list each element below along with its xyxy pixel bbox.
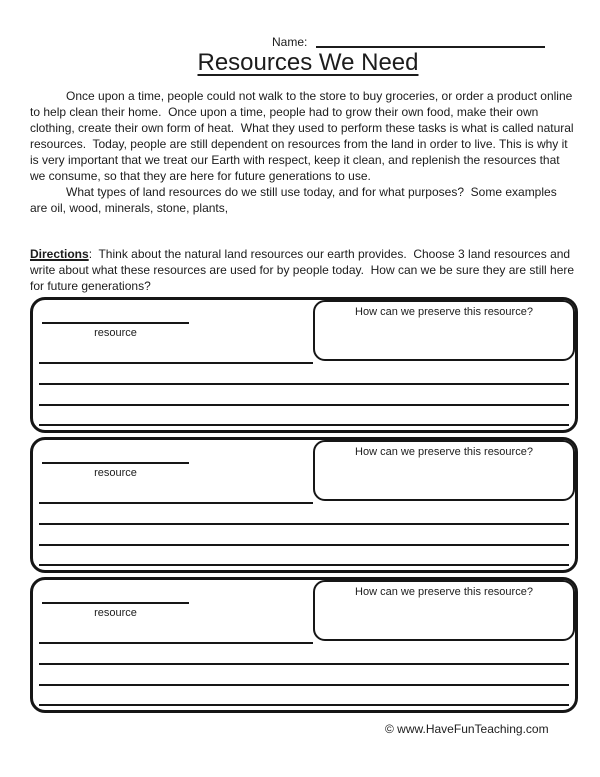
writing-line (39, 502, 313, 504)
writing-line (39, 704, 569, 706)
preserve-question-label: How can we preserve this resource? (355, 446, 533, 458)
directions-label: Directions (30, 247, 89, 261)
resource-box (30, 297, 578, 433)
directions-text: : Think about the natural land resources our earth provides. Choose 3 land resources and write about what these resources are used for by people today. How can we be sure they are still here for future generations? (30, 247, 578, 293)
writing-line (39, 404, 569, 406)
writing-line (39, 642, 313, 644)
name-blank-line (316, 46, 545, 48)
resource-blank-line (42, 462, 189, 464)
intro-paragraph: Once upon a time, people could not walk to the store to buy groceries, or order a product online to help clean their home. Once upon a time, people had to grow their own food, make their own clothing, create their own form of heat. What they used to perform these tasks is what is called natural resources. Today, people are still dependent on resources from the land in order to live. This is why it is very important that we treat our Earth with respect, keep it clean, and replenish the resources that we consume, so that they are here for future generations to use. (30, 89, 577, 183)
resource-blank-line (42, 322, 189, 324)
directions (30, 246, 576, 294)
page-title: Resources We Need (197, 49, 419, 76)
resource-label: resource (94, 607, 137, 619)
preserve-question-box (313, 440, 575, 501)
writing-line (39, 544, 569, 546)
prompt-paragraph: What types of land resources do we still use today, and for what purposes? Some examples are oil, wood, minerals, stone, plants, (30, 185, 561, 215)
preserve-question-box (313, 300, 575, 361)
writing-line (39, 424, 569, 426)
resource-box (30, 437, 578, 573)
writing-line (39, 684, 569, 686)
writing-line (39, 663, 569, 665)
resource-label: resource (94, 467, 137, 479)
footer-credit: © www.HaveFunTeaching.com (385, 722, 549, 736)
intro-text (30, 88, 576, 216)
resource-blank-line (42, 602, 189, 604)
writing-line (39, 383, 569, 385)
name-label: Name: (272, 35, 308, 49)
writing-line (39, 564, 569, 566)
preserve-question-box (313, 580, 575, 641)
writing-line (39, 362, 313, 364)
preserve-question-label: How can we preserve this resource? (355, 306, 533, 318)
preserve-question-label: How can we preserve this resource? (355, 586, 533, 598)
resource-box (30, 577, 578, 713)
resource-label: resource (94, 327, 137, 339)
writing-line (39, 523, 569, 525)
